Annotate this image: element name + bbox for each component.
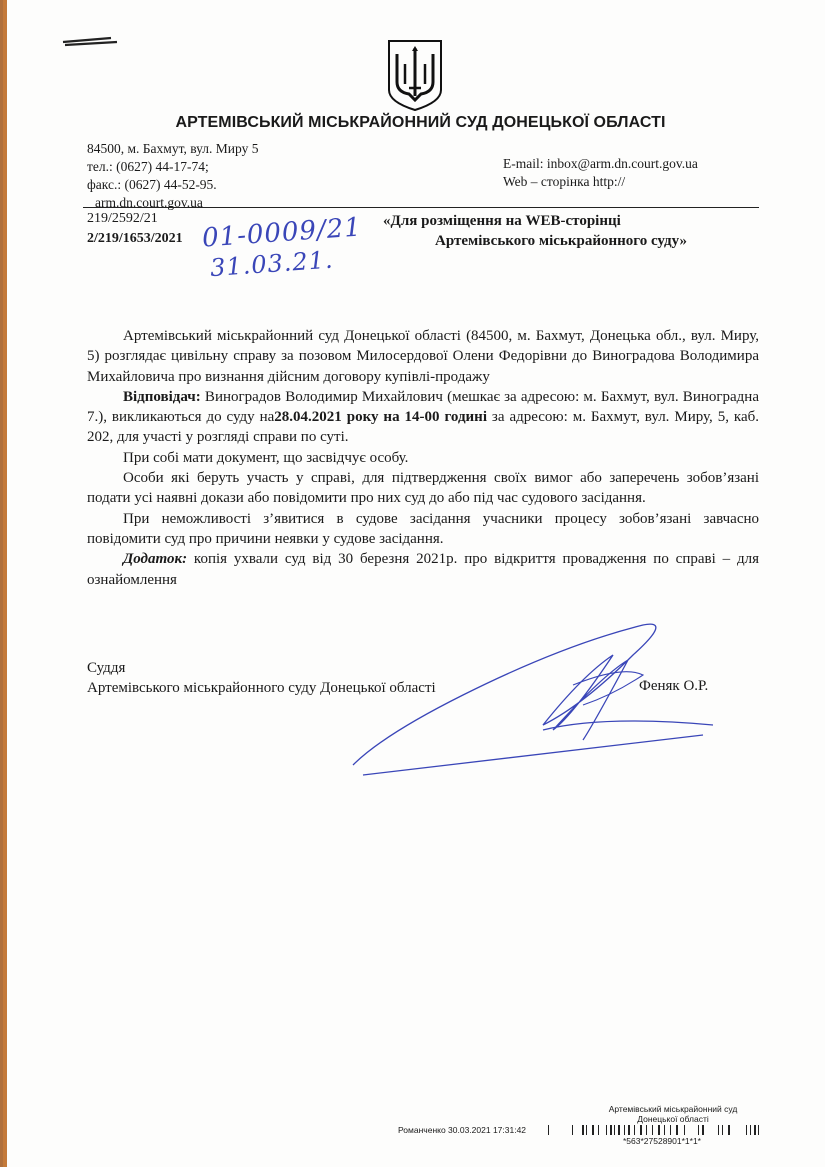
paragraph-attachment: Додаток: копія ухвали суд від 30 березня 2021р. про відкриття провадження по справі – для ознайомлення [87,551,759,588]
corner-mark [61,34,121,48]
judge-title: Суддя [87,660,126,676]
header-divider [83,207,759,208]
paragraph-absence: При неможливості з’явитися в судове засідання учасники процесу зобов’язані завчасно повідомити суд про причини неявки у судове засідання. [87,510,759,547]
court-address: 84500, м. Бахмут, вул. Миру 5 [87,141,259,156]
stamp-registrar: Романченко 30.03.2021 17:31:42 [398,1125,527,1135]
stamp-code: *563*27528901*1*1* [623,1136,701,1146]
placement-line-1: «Для розміщення на WEB-сторінці [383,213,621,229]
paragraph-id-document: При собі мати документ, що засвідчує особу. [123,449,409,466]
placement-note [383,211,687,251]
placement-line-2: Артемівського міськрайонного суду» [435,233,687,249]
court-phone: тел.: (0627) 44-17-74; [87,159,209,174]
paragraph-defendant: Відповідач: Виноградов Володимир Михайлович (мешкає за адресою: м. Бахмут, вул. Виноградна 7.), викликаються до суду на28.04.2021 року на 14-00 годині за адресою: м. Бахмут, вул. Миру, 5, каб. 202, для участі у розгляді справи по суті. [87,388,759,446]
court-site-domain: arm.dn.court.gov.ua [95,195,203,210]
judge-court: Артемівського міськрайонного суду Донецької області [87,680,436,696]
handwritten-registration [201,212,365,283]
paragraph-case: Артемівський міськрайонний суд Донецької області (84500, м. Бахмут, Донецька обл., вул. Миру, 5) розглядає цивільну справу за позовом Милосердової Олени Федорівни до Виноградова Володимира Михайловича про визнання дійсним договору купівлі-продажу [87,328,759,385]
case-number: 219/2592/21 [87,211,158,226]
court-contacts-left [87,140,258,212]
scan-edge [3,0,7,1167]
notice-body [87,326,759,590]
court-email: E-mail: inbox@arm.dn.court.gov.ua [503,156,698,171]
outgoing-number: 2/219/1653/2021 [87,231,183,246]
handwritten-signature-icon [343,615,723,785]
handwritten-number: 01-0009/21 [201,212,363,254]
court-fax: факс.: (0627) 44-52-95. [87,177,217,192]
registration-block [87,209,183,249]
court-title: АРТЕМІВСЬКИЙ МІСЬКРАЙОННИЙ СУД ДОНЕЦЬКОЇ ОБЛАСТІ [175,114,666,131]
trident-emblem-icon [385,38,445,112]
court-web: Web – сторінка http:// [503,174,626,189]
judge-name: Феняк О.Р. [639,678,709,694]
court-contacts-right [503,155,698,191]
barcode-icon [548,1124,788,1136]
paragraph-evidence: Особи які беруть участь у справі, для підтвердження своїх вимог або заперечень зобов’язані подати усі наявні докази або повідомити про них суд до або під час судового засідання. [87,470,759,507]
handwritten-date: 31.03.21. [209,245,335,283]
stamp-court: Артемівський міськрайонний суд Донецької області [608,1104,738,1124]
